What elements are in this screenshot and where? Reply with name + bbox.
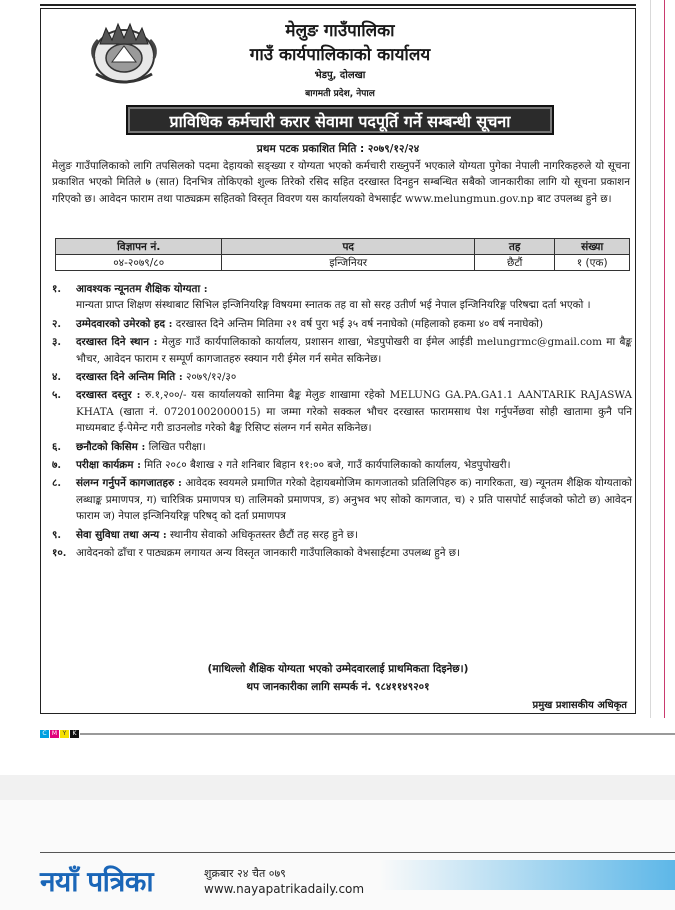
item-label: दरखास्त दस्तुर : xyxy=(76,389,141,402)
priority-note: (माथिल्लो शैक्षिक योग्यता भएको उम्मेदवारलाई प्राथमिकता दिइनेछ।) xyxy=(207,663,469,675)
notice-title: प्राविधिक कर्मचारी करार सेवामा पदपूर्ति गर्ने सम्बन्धी सूचना xyxy=(126,105,554,135)
cmyk-registration-marks xyxy=(40,730,79,738)
item-text: २०७९/१२/३० xyxy=(186,371,237,384)
newspaper-logo: नयाँ पत्रिका xyxy=(40,865,154,898)
page-margin-rule xyxy=(664,0,665,718)
office-location: भेडपु, दोलखा xyxy=(314,70,366,81)
list-item xyxy=(52,439,632,455)
table-row xyxy=(56,255,630,271)
item-label: उम्मेदवारको उमेरको हद : xyxy=(76,317,173,330)
column-header: तह xyxy=(475,239,555,255)
item-text: मान्यता प्राप्त शिक्षण संस्थाबाट सिभिल इन्जिनियरिङ्ग विषयमा स्नातक तह वा सो सरह उतीर्ण भई नेपाल इन्जिनियरिङ्ग परिषद्मा दर्ता भएको । xyxy=(76,299,591,312)
list-item xyxy=(52,527,632,543)
published-date: प्रथम पटक प्रकाशित मिति : २०७९/१२/२४ xyxy=(256,143,420,155)
column-header: संख्या xyxy=(555,239,630,255)
footer-rule xyxy=(40,852,675,853)
item-text: आवेदनको ढाँचा र पाठ्यक्रम लगायत अन्य विस्तृत जानकारी गाउँपालिकाको वेभसाईटमा उपलब्ध हुने छ। xyxy=(76,547,461,560)
list-item xyxy=(52,369,632,385)
table-cell: इन्जिनियर xyxy=(222,255,475,271)
municipality-name: मेलुङ गाउँपालिका xyxy=(285,21,395,41)
list-item xyxy=(52,475,632,524)
item-number: १०. xyxy=(52,547,67,560)
table-header-row xyxy=(56,239,630,255)
item-number: ७. xyxy=(52,459,62,472)
column-header: विज्ञापन नं. xyxy=(56,239,222,255)
column-header: पद xyxy=(222,239,475,255)
item-number: ८. xyxy=(52,477,62,490)
item-text: मेलुङ गाउँ कार्यपालिकाको कार्यालय, प्रशासन शाखा, भेडपुपोखरी वा ईमेल आईडी melungrmc@gmail.com मा बैङ्क भौचर, आवेदन फाराम र सम्पूर्ण कागजातहरु स्क्यान गरी ईमेल गर्न समेत सकिनेछ। xyxy=(76,336,632,365)
table-cell: छैटौं xyxy=(475,255,555,271)
item-label: आवश्यक न्यूनतम शैक्षिक योग्यता : xyxy=(76,283,208,295)
item-text: दरखास्त दिने अन्तिम मितिमा २१ वर्ष पुरा भई ३५ वर्ष ननाघेको (महिलाको हकमा ४० वर्ष ननाघेको) xyxy=(175,317,544,330)
item-label: छनौटको किसिम : xyxy=(76,440,146,453)
list-item xyxy=(52,281,632,314)
office-name: गाउँ कार्यपालिकाको कार्यालय xyxy=(249,45,431,65)
item-number: १. xyxy=(52,283,62,295)
table-cell: ०४-२०७९/८० xyxy=(56,255,222,271)
item-text: आवेदक स्वयमले प्रमाणित गरेको देहायबमोजिम कागजातको प्रतिलिपिहरु क) नागरिकता, ख) न्यूनतम शैक्षिक योग्यताको लब्धाङ्क प्रमाणपत्र, ग) चारित्रिक प्रमाणपत्र घ) तालिमको प्रमाणपत्र, ङ) अनुभव भए सोको कागजात, च) २ प्रति पासपोर्ट साईजको फोटो छ) आवेदन फाराम ज) नेपाल इन्जिनियरिङ्ग परिषद् को दर्ता प्रमाणपत्र xyxy=(76,477,632,523)
item-number: ३. xyxy=(52,336,62,349)
office-province: बागमती प्रदेश, नेपाल xyxy=(305,89,375,99)
cmyk-c: C xyxy=(40,730,49,738)
print-rule xyxy=(80,733,675,735)
item-number: ९. xyxy=(52,528,62,541)
item-number: २. xyxy=(52,317,62,330)
item-label: सेवा सुविधा तथा अन्य : xyxy=(76,528,167,541)
table-cell: १ (एक) xyxy=(555,255,630,271)
item-text: रु.१,२००/- यस कार्यालयको सानिमा बैङ्क मेलुङ शाखामा रहेको MELUNG GA.PA.GA1.1 AANTARIK RAJASWA KHATA (खाता नं. 07201002000015) मा जम्मा गरेको सक्कल भौचर दरखास्त फारामसाथ पेश गर्नुपर्नेछवा सोही खातामा कुनै पनि माध्यमबाट ई-पेमेन्ट गरी डाउनलोड गरेको बैङ्क रिसिप्ट संलग्न गर्न समेत सकिनेछ। xyxy=(76,389,632,435)
cmyk-y: Y xyxy=(60,730,69,738)
list-item xyxy=(52,387,632,436)
notice-top-rule xyxy=(40,4,636,6)
item-label: परीक्षा कार्यक्रम : xyxy=(76,459,141,472)
item-label: दरखास्त दिने अन्तिम मिति : xyxy=(76,371,183,384)
footer-color-band xyxy=(380,860,675,890)
list-item xyxy=(52,334,632,367)
item-text: मिति २०८० बैशाख २ गते शनिबार बिहान ११:०० बजे, गाउँ कार्यपालिकाको कार्यालय, भेडपुपोखरी। xyxy=(144,459,511,472)
item-text: स्थानीय सेवाको अधिकृतस्तर छैटौं तह सरह हुने छ। xyxy=(169,528,358,541)
item-number: ५. xyxy=(52,389,62,402)
vacancy-table xyxy=(55,238,630,271)
item-text: लिखित परीक्षा। xyxy=(148,440,206,453)
cmyk-m: M xyxy=(51,730,58,737)
signatory: प्रमुख प्रशासकीय अधिकृत xyxy=(532,700,627,711)
newspaper-website: www.nayapatrikadaily.com xyxy=(204,882,365,896)
item-number: ४. xyxy=(52,371,62,384)
cmyk-k: K xyxy=(70,730,79,738)
list-item xyxy=(52,545,632,561)
issue-date: शुक्रबार २४ चैत ०७९ xyxy=(204,867,286,880)
contact-number: थप जानकारीका लागि सम्पर्क नं. ९८४११४९२०१ xyxy=(246,681,430,693)
requirements-list xyxy=(52,281,632,564)
item-label: संलग्न गर्नुपर्ने कागजातहरु : xyxy=(76,477,182,490)
item-number: ६. xyxy=(52,440,62,453)
list-item xyxy=(52,316,632,332)
intro-paragraph: मेलुङ गाउँपालिकाको लागि तपसिलको पदमा देहायको सङ्ख्या र योग्यता भएको कर्मचारी राख्नुपर्ने भएकाले योग्यता पुगेका नेपाली नागरिकहरुले यो सूचना प्रकाशित भएको मितिले ७ (सात) दिनभित्र तोकिएको शुल्क तिरेको रसिद सहित दरखास्त दिनहुन सम्बन्धित सबैको जानकारीका लागि यो सूचना प्रकाशन गरिएको छ। आवेदन फाराम तथा पाठ्यक्रम सहितको विस्तृत विवरण यस कार्यालयको वेभसाईट www.melungmun.gov.np बाट उपलब्ध हुने छ। xyxy=(52,160,630,205)
item-label: दरखास्त दिने स्थान : xyxy=(76,336,158,349)
list-item xyxy=(52,457,632,473)
column-divider xyxy=(650,0,651,718)
